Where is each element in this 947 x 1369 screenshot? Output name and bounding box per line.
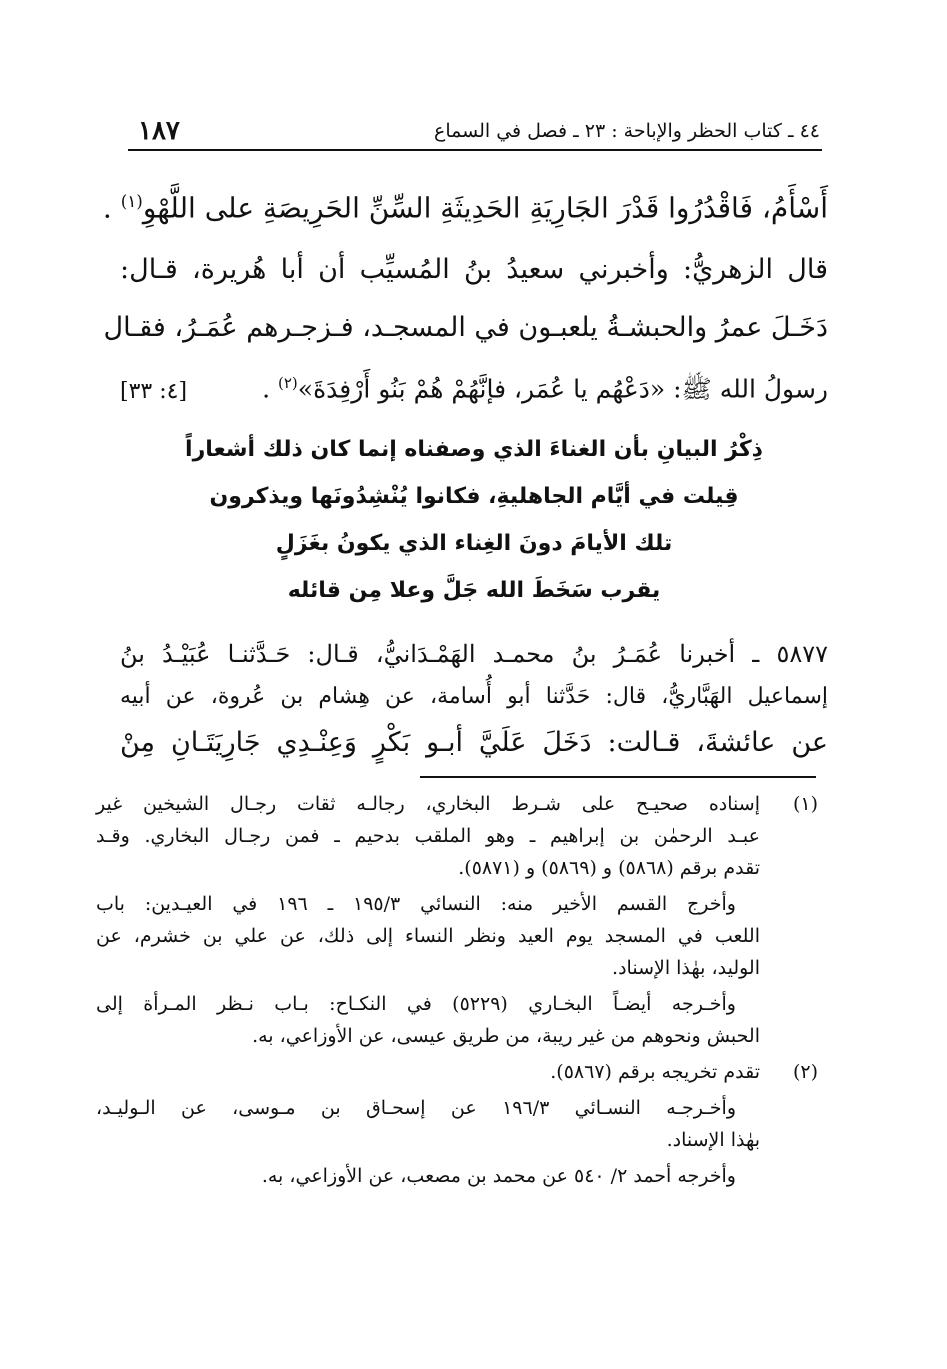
footnote-line: إسناده صحيـح على شـرط البخاري، رجالـه ثقات رجـال الشيخين غير xyxy=(96,793,760,815)
footnote-paragraph xyxy=(96,1160,760,1192)
footnote-line: وأخـرجه أيضـاً البخـاري (٥٢٢٩) في النكـاح: بـاب نـظر المـرأة إلى xyxy=(96,993,736,1015)
text-line: أَسْأَمُ، فَاقْدُرُوا قَدْرَ الجَارِيَةِ الحَدِيثَةِ السِّنِّ الحَرِيصَةِ على اللَّهْوِ$^{(١)}$ . xyxy=(102,191,828,225)
footnote-line: الوليد، بهٰذا الإسناد. xyxy=(612,957,760,979)
footnote-line: وأخـرجـه النسـائي ١٩٦/٣ عن إسحـاق بن مـوسى، عن الـوليـد، xyxy=(96,1097,736,1119)
page-header xyxy=(130,112,820,152)
footnote-paragraph xyxy=(96,1092,760,1156)
footnote-2 xyxy=(96,1056,818,1088)
footnote-number: (٢) xyxy=(792,1061,818,1083)
footnote-paragraph xyxy=(96,988,760,1052)
chapter-heading xyxy=(120,426,828,614)
footnote-line: بهٰذا الإسناد. xyxy=(666,1129,760,1151)
footnote-line: وأخرج القسم الأخير منه: النسائي ١٩٥/٣ ـ ١٩٦ في العيـدين: باب xyxy=(96,893,736,915)
main-text xyxy=(102,168,828,770)
text-line: عن عائشةَ، قـالت: دَخَلَ عَلَيَّ أبـو بَكْرٍ وَعِنْـدِي جَارِيَتَـانِ مِنْ xyxy=(120,726,828,758)
running-title: ٤٤ ـ كتاب الحظر والإباحة : ٢٣ ـ فصل في السماع xyxy=(434,120,820,142)
footnote-line: تقدم تخريجه برقم (٥٨٦٧). xyxy=(550,1061,760,1083)
heading-line: ذِكْرُ البيانِ بأن الغناءَ الذي وصفناه إنما كان ذلك أشعاراً xyxy=(185,436,763,462)
footnote-marker[interactable]: (١) xyxy=(120,191,143,211)
footnotes xyxy=(96,788,818,1192)
text-line: دَخَـلَ عمرُ والحبشـةُ يلعبـون في المسجـد، فـزجـرهم عُمَـرُ، فقـال xyxy=(103,312,828,344)
footnote-line: الحبش ونحوهم من غير ريبة، من طريق عيسى، عن الأوزاعي، به. xyxy=(252,1025,760,1047)
footnote-number: (١) xyxy=(792,793,818,815)
hadith-paragraph xyxy=(120,630,828,770)
footnote-line: عبـد الرحمٰن بن إبراهيم ـ وهو الملقب بدحيم ـ فمن رجـال البخاري. وقـد xyxy=(96,825,760,847)
heading-line: يقرب سَخَطَ الله جَلَّ وعلا مِن قائله xyxy=(287,577,661,603)
footnote-paragraph xyxy=(96,888,760,984)
footnote-line: اللعب في المسجد يوم العيد ونظر النساء إلى ذلك، عن علي بن خشرم، عن xyxy=(96,925,760,947)
heading-line: قِيلت في أيَّام الجاهليةِ، فكانوا يُنْشِدُونَها ويذكرون xyxy=(209,483,739,509)
text-line: قال الزهريُّ: وأخبرني سعيدُ بنُ المُسيِّب أن أبا هُريرة، قـال: xyxy=(120,254,828,286)
reference-bracket: [٤: ٣٣] xyxy=(120,378,188,404)
footnote-line: تقدم برقم (٥٨٦٨) و (٥٨٦٩) و (٥٨٧١). xyxy=(458,857,760,879)
footnote-rule xyxy=(420,776,816,778)
footnote-1 xyxy=(96,788,818,884)
header-rule xyxy=(128,149,822,151)
heading-line: تلك الأيامَ دونَ الغِناء الذي يكونُ بغَزَلٍ xyxy=(275,530,673,556)
footnote-line: وأخرجه أحمد ٢/ ٥٤٠ عن محمد بن مصعب، عن الأوزاعي، به. xyxy=(261,1165,736,1187)
text-line: رسولُ الله ﷺ: «دَعْهُم يا عُمَر، فإنَّهُمْ هُمْ بَنُو أَرْفِدَةَ»$^{(٢)}$ . [٤: ٣٣] xyxy=(120,357,828,417)
footnote-marker[interactable]: (٢) xyxy=(278,374,298,393)
text-line: إسماعيل الهَبَّاريُّ، قال: حَدَّثنا أبو أُسامة، عن هِشام بن عُروة، عن أبيه xyxy=(120,683,828,709)
text-line: ٥٨٧٧ ـ أخبرنا عُمَـرُ بنُ محمـد الهَمْـدَانيُّ، قـال: حَـدَّثنـا عُبَيْـدُ بنُ xyxy=(120,639,828,668)
page-number: ١٨٧ xyxy=(138,116,180,146)
